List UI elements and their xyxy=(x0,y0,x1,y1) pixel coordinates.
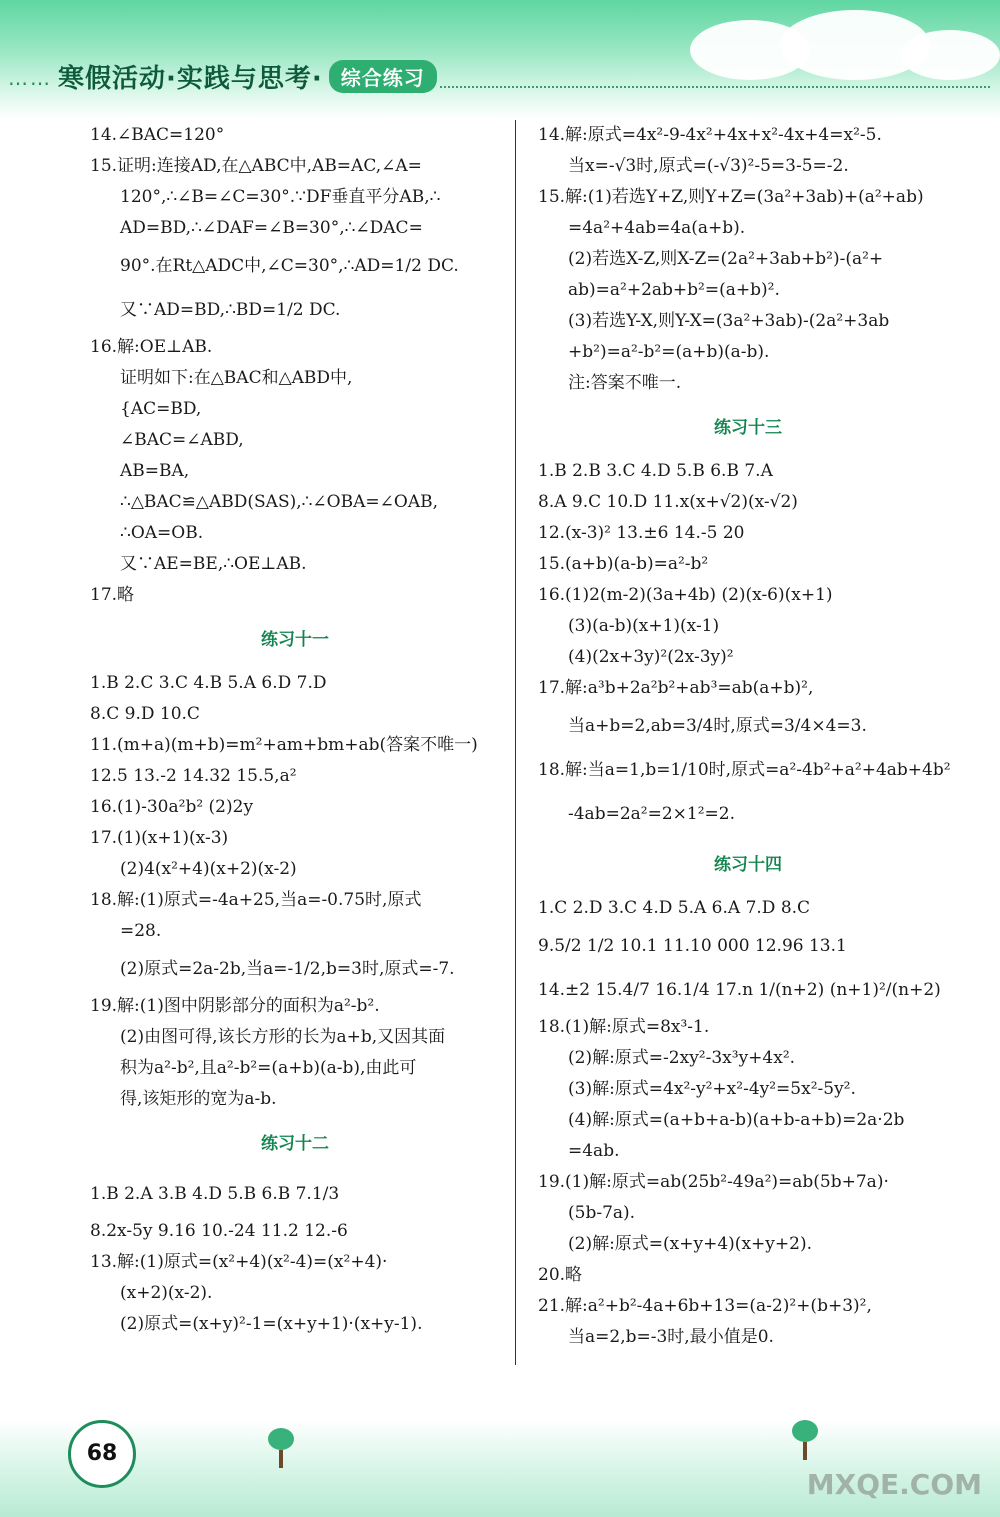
answer-line: 14.±2 15.4/7 16.1/4 17.n 1/(n+2) (n+1)²/(n+2) xyxy=(538,980,941,1000)
answer-line: 9.5/2 1/2 10.1 11.10 000 12.96 13.1 xyxy=(538,936,847,956)
header-title xyxy=(58,58,437,95)
answer-line: 12.5 13.-2 14.32 15.5,a² xyxy=(90,766,297,786)
answer-line: 15.(a+b)(a-b)=a²-b² xyxy=(538,554,709,574)
answer-line: =28. xyxy=(120,921,162,941)
answer-line: (2)解:原式=-2xy²-3x³y+4x². xyxy=(568,1048,796,1068)
answer-line: 17.解:a³b+2a²b²+ab³=ab(a+b)², xyxy=(538,678,814,698)
answer-line: (2)若选X-Z,则X-Z=(2a²+3ab+b²)-(a²+ xyxy=(568,249,884,269)
answer-line: 18.(1)解:原式=8x³-1. xyxy=(538,1017,710,1037)
answer-line: +b²)=a²-b²=(a+b)(a-b). xyxy=(568,342,770,362)
answer-line: =4ab. xyxy=(568,1141,620,1161)
answer-line: (3)若选Y-X,则Y-X=(3a²+3ab)-(2a²+3ab xyxy=(568,311,890,331)
answer-line: 16.(1)-30a²b² (2)2y xyxy=(90,797,254,817)
answer-line: 证明如下:在△BAC和△ABD中, xyxy=(120,368,353,388)
answer-line: -4ab=2a²=2×1²=2. xyxy=(568,804,735,824)
answer-line: (3)解:原式=4x²-y²+x²-4y²=5x²-5y². xyxy=(568,1079,856,1099)
answer-line: 8.2x-5y 9.16 10.-24 11.2 12.-6 xyxy=(90,1221,348,1241)
answer-line: 8.A 9.C 10.D 11.x(x+√2)(x-√2) xyxy=(538,492,798,512)
answer-line: ab)=a²+2ab+b²=(a+b)². xyxy=(568,280,780,300)
answer-line: 19.(1)解:原式=ab(25b²-49a²)=ab(5b+7a)· xyxy=(538,1172,889,1192)
answer-line: 15.解:(1)若选Y+Z,则Y+Z=(3a²+3ab)+(a²+ab) xyxy=(538,187,924,207)
answer-line: 1.B 2.C 3.C 4.B 5.A 6.D 7.D xyxy=(90,673,327,693)
answer-line: 1.C 2.D 3.C 4.D 5.A 6.A 7.D 8.C xyxy=(538,898,811,918)
answer-line: 1.B 2.B 3.C 4.D 5.B 6.B 7.A xyxy=(538,461,773,481)
answer-column-left xyxy=(90,120,500,1340)
answer-line: (5b-7a). xyxy=(568,1203,636,1223)
answer-line: 21.解:a²+b²-4a+6b+13=(a-2)²+(b+3)², xyxy=(538,1296,872,1316)
tree-decoration xyxy=(792,1420,818,1460)
page-number: 68 xyxy=(68,1420,136,1488)
answer-line: {AC=BD, xyxy=(120,399,202,419)
answer-line: (3)(a-b)(x+1)(x-1) xyxy=(568,616,720,636)
book-title: 寒假活动·实践与思考· xyxy=(58,64,323,94)
answer-line: (2)原式=(x+y)²-1=(x+y+1)·(x+y-1). xyxy=(120,1314,423,1334)
answer-line: (4)解:原式=(a+b+a-b)(a+b-a+b)=2a·2b xyxy=(568,1110,905,1130)
cloud-decoration xyxy=(900,30,1000,80)
section-badge: 综合练习 xyxy=(329,60,437,93)
column-divider xyxy=(515,120,516,1365)
watermark: MXQE.COM xyxy=(806,1468,982,1501)
answer-line: 1.B 2.A 3.B 4.D 5.B 6.B 7.1/3 xyxy=(90,1184,340,1204)
answer-line: (4)(2x+3y)²(2x-3y)² xyxy=(568,647,734,667)
answer-line: 11.(m+a)(m+b)=m²+am+bm+ab(答案不唯一) xyxy=(90,735,478,755)
answer-line: 15.证明:连接AD,在△ABC中,AB=AC,∠A= xyxy=(90,156,422,176)
header-dotted-rule xyxy=(440,86,990,88)
answer-line: 12.(x-3)² 13.±6 14.-5 20 xyxy=(538,523,745,543)
answer-line: ∴△BAC≌△ABD(SAS),∴∠OBA=∠OAB, xyxy=(120,492,438,512)
answer-line: 18.解:当a=1,b=1/10时,原式=a²-4b²+a²+4ab+4b² xyxy=(538,760,951,780)
answer-line: 当a=2,b=-3时,最小值是0. xyxy=(568,1327,774,1347)
answer-line: 当a+b=2,ab=3/4时,原式=3/4×4=3. xyxy=(568,716,867,736)
answer-line: (x+2)(x-2). xyxy=(120,1283,213,1303)
answer-line: ∠BAC=∠ABD, xyxy=(120,430,244,450)
answer-line: 13.解:(1)原式=(x²+4)(x²-4)=(x²+4)· xyxy=(90,1252,388,1272)
answer-line: 19.解:(1)图中阴影部分的面积为a²-b². xyxy=(90,996,380,1016)
answer-line: 得,该矩形的宽为a-b. xyxy=(120,1089,277,1109)
answer-line: 当x=-√3时,原式=(-√3)²-5=3-5=-2. xyxy=(568,156,849,176)
answer-line: AB=BA, xyxy=(120,461,190,481)
answer-line: (2)由图可得,该长方形的长为a+b,又因其面 xyxy=(120,1027,446,1047)
answer-column-right xyxy=(538,120,958,1353)
answer-line: AD=BD,∴∠DAF=∠B=30°,∴∠DAC= xyxy=(120,218,423,238)
answer-line: (2)解:原式=(x+y+4)(x+y+2). xyxy=(568,1234,812,1254)
header-dots-left: …… xyxy=(8,66,52,90)
answer-line: 又∵AE=BE,∴OE⊥AB. xyxy=(120,554,307,574)
answer-line: 17.(1)(x+1)(x-3) xyxy=(90,828,229,848)
answer-line: 120°,∴∠B=∠C=30°.∵DF垂直平分AB,∴ xyxy=(120,187,441,207)
answer-line: 90°.在Rt△ADC中,∠C=30°,∴AD=1/2 DC. xyxy=(120,256,459,276)
answer-line: 18.解:(1)原式=-4a+25,当a=-0.75时,原式 xyxy=(90,890,422,910)
answer-line: =4a²+4ab=4a(a+b). xyxy=(568,218,746,238)
section-heading: 练习十四 xyxy=(714,855,782,875)
answer-line: 14.解:原式=4x²-9-4x²+4x+x²-4x+4=x²-5. xyxy=(538,125,882,145)
answer-line: 14.∠BAC=120° xyxy=(90,125,225,145)
answer-line: 16.(1)2(m-2)(3a+4b) (2)(x-6)(x+1) xyxy=(538,585,833,605)
section-heading: 练习十二 xyxy=(261,1134,329,1154)
answer-line: 又∵AD=BD,∴BD=1/2 DC. xyxy=(120,300,341,320)
tree-decoration xyxy=(268,1428,294,1468)
answer-line: 17.略 xyxy=(90,585,135,605)
answer-line: (2)4(x²+4)(x+2)(x-2) xyxy=(120,859,297,879)
answer-line: 注:答案不唯一. xyxy=(568,373,682,393)
answer-line: ∴OA=OB. xyxy=(120,523,204,543)
answer-line: 8.C 9.D 10.C xyxy=(90,704,200,724)
section-heading: 练习十一 xyxy=(261,630,329,650)
answer-line: 16.解:OE⊥AB. xyxy=(90,337,213,357)
answer-line: 20.略 xyxy=(538,1265,583,1285)
section-heading: 练习十三 xyxy=(714,418,782,438)
answer-line: (2)原式=2a-2b,当a=-1/2,b=3时,原式=-7. xyxy=(120,959,455,979)
answer-line: 积为a²-b²,且a²-b²=(a+b)(a-b),由此可 xyxy=(120,1058,417,1078)
